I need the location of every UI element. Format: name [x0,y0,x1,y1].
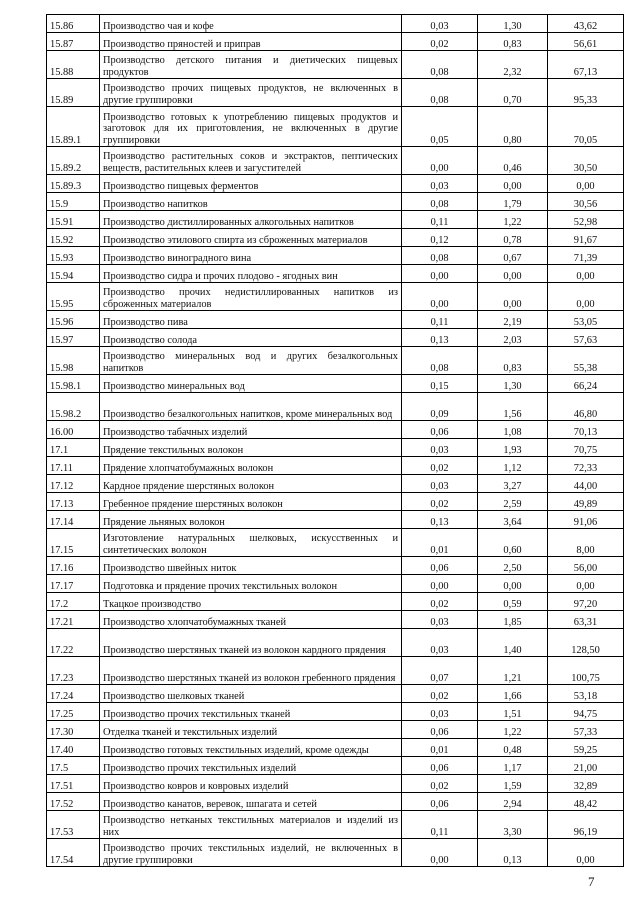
row-value-1: 0,11 [402,211,478,229]
row-code: 15.98 [47,347,100,375]
row-code: 15.86 [47,15,100,33]
row-value-1: 0,02 [402,593,478,611]
row-value-1: 0,00 [402,265,478,283]
table-row [47,475,624,493]
row-code: 15.88 [47,51,100,79]
row-name: Производство шелковых тканей [100,685,402,703]
table-row [47,175,624,193]
row-name: Производство готовых текстильных изделий, кроме одежды [100,739,402,757]
row-name: Подготовка и прядение прочих текстильных волокон [100,575,402,593]
row-code: 15.89.2 [47,147,100,175]
row-name: Производство прочих текстильных тканей [100,703,402,721]
row-code: 15.98.2 [47,393,100,421]
row-value-2: 0,83 [478,33,548,51]
row-name: Производство прочих недистиллированных напитков из сброженных материалов [100,283,402,311]
row-value-1: 0,01 [402,739,478,757]
row-value-1: 0,03 [402,439,478,457]
table-row [47,439,624,457]
row-code: 15.94 [47,265,100,283]
row-name: Прядение текстильных волокон [100,439,402,457]
row-value-3: 70,13 [548,421,624,439]
row-name: Производство прочих пищевых продуктов, не включенных в другие группировки [100,79,402,107]
table-row [47,775,624,793]
table-row [47,811,624,839]
table-row [47,229,624,247]
row-value-3: 8,00 [548,529,624,557]
row-value-3: 0,00 [548,175,624,193]
row-value-3: 53,18 [548,685,624,703]
table-row [47,107,624,147]
row-value-3: 53,05 [548,311,624,329]
row-value-1: 0,00 [402,839,478,867]
row-value-1: 0,15 [402,375,478,393]
table-row [47,247,624,265]
row-value-3: 46,80 [548,393,624,421]
row-name: Производство пива [100,311,402,329]
row-value-3: 49,89 [548,493,624,511]
row-value-2: 1,85 [478,611,548,629]
table-row [47,265,624,283]
row-value-3: 70,05 [548,107,624,147]
row-value-2: 1,51 [478,703,548,721]
row-value-3: 0,00 [548,575,624,593]
row-value-3: 63,31 [548,611,624,629]
row-code: 15.91 [47,211,100,229]
row-value-1: 0,06 [402,721,478,739]
row-value-3: 71,39 [548,247,624,265]
row-value-3: 67,13 [548,51,624,79]
row-code: 17.17 [47,575,100,593]
row-name: Отделка тканей и текстильных изделий [100,721,402,739]
row-name: Производство пищевых ферментов [100,175,402,193]
table-row [47,703,624,721]
row-code: 15.97 [47,329,100,347]
row-value-2: 0,00 [478,175,548,193]
row-code: 17.25 [47,703,100,721]
row-value-2: 1,66 [478,685,548,703]
row-value-3: 91,06 [548,511,624,529]
row-name: Производство шерстяных тканей из волокон кардного прядения [100,629,402,657]
row-value-1: 0,13 [402,511,478,529]
row-value-1: 0,06 [402,757,478,775]
row-value-3: 30,56 [548,193,624,211]
row-value-1: 0,05 [402,107,478,147]
row-value-3: 57,63 [548,329,624,347]
row-name: Производство этилового спирта из сброженных материалов [100,229,402,247]
row-value-2: 0,13 [478,839,548,867]
row-code: 16.00 [47,421,100,439]
data-table [46,14,624,867]
row-value-1: 0,03 [402,475,478,493]
row-value-3: 96,19 [548,811,624,839]
row-code: 15.98.1 [47,375,100,393]
row-value-3: 30,50 [548,147,624,175]
row-value-1: 0,11 [402,811,478,839]
row-name: Производство прочих текстильных изделий, не включенных в другие группировки [100,839,402,867]
table-row [47,657,624,685]
row-code: 17.40 [47,739,100,757]
row-value-2: 3,30 [478,811,548,839]
row-value-3: 72,33 [548,457,624,475]
row-name: Производство солода [100,329,402,347]
row-code: 17.14 [47,511,100,529]
row-code: 17.30 [47,721,100,739]
table-row [47,147,624,175]
row-value-2: 0,78 [478,229,548,247]
row-code: 15.96 [47,311,100,329]
table-row [47,611,624,629]
table-row [47,15,624,33]
table-body [47,15,624,867]
row-value-2: 1,30 [478,15,548,33]
row-name: Производство сидра и прочих плодово - ягодных вин [100,265,402,283]
table-row [47,793,624,811]
row-value-3: 97,20 [548,593,624,611]
row-value-3: 57,33 [548,721,624,739]
row-value-2: 1,59 [478,775,548,793]
row-code: 17.15 [47,529,100,557]
row-value-1: 0,08 [402,193,478,211]
row-value-2: 1,17 [478,757,548,775]
row-code: 17.2 [47,593,100,611]
row-value-3: 0,00 [548,283,624,311]
table-row [47,739,624,757]
table-row [47,511,624,529]
row-code: 15.89 [47,79,100,107]
table-row [47,33,624,51]
table-row [47,347,624,375]
row-name: Производство канатов, веревок, шпагата и сетей [100,793,402,811]
row-value-3: 52,98 [548,211,624,229]
row-value-3: 21,00 [548,757,624,775]
table-row [47,593,624,611]
row-name: Производство шерстяных тканей из волокон гребенного прядения [100,657,402,685]
row-value-1: 0,03 [402,15,478,33]
row-value-1: 0,13 [402,329,478,347]
row-name: Производство чая и кофе [100,15,402,33]
table-row [47,329,624,347]
row-name: Производство пряностей и приправ [100,33,402,51]
row-name: Производство безалкогольных напитков, кроме минеральных вод [100,393,402,421]
row-value-1: 0,02 [402,775,478,793]
row-value-1: 0,06 [402,793,478,811]
row-value-1: 0,07 [402,657,478,685]
row-code: 17.13 [47,493,100,511]
row-value-1: 0,02 [402,457,478,475]
row-code: 15.89.1 [47,107,100,147]
row-value-2: 1,22 [478,721,548,739]
row-value-2: 2,59 [478,493,548,511]
row-value-3: 44,00 [548,475,624,493]
row-value-2: 1,79 [478,193,548,211]
row-name: Ткацкое производство [100,593,402,611]
row-name: Производство ковров и ковровых изделий [100,775,402,793]
row-value-2: 2,19 [478,311,548,329]
row-value-3: 128,50 [548,629,624,657]
row-name: Производство растительных соков и экстрактов, пептических веществ, растительных клеев и загустителей [100,147,402,175]
row-code: 15.95 [47,283,100,311]
row-value-1: 0,03 [402,703,478,721]
row-value-2: 0,00 [478,575,548,593]
row-value-3: 43,62 [548,15,624,33]
row-value-2: 3,27 [478,475,548,493]
row-code: 17.1 [47,439,100,457]
table-row [47,193,624,211]
row-value-2: 1,40 [478,629,548,657]
table-row [47,457,624,475]
row-value-2: 0,70 [478,79,548,107]
row-value-2: 1,21 [478,657,548,685]
row-value-3: 48,42 [548,793,624,811]
row-value-2: 0,59 [478,593,548,611]
row-name: Производство минеральных вод [100,375,402,393]
row-value-2: 0,67 [478,247,548,265]
row-value-1: 0,00 [402,283,478,311]
row-value-2: 1,12 [478,457,548,475]
row-value-2: 3,64 [478,511,548,529]
row-value-1: 0,00 [402,575,478,593]
row-value-1: 0,03 [402,629,478,657]
row-value-2: 0,80 [478,107,548,147]
row-value-2: 0,48 [478,739,548,757]
table-row [47,721,624,739]
row-code: 17.51 [47,775,100,793]
row-value-3: 0,00 [548,839,624,867]
row-code: 17.16 [47,557,100,575]
row-code: 17.52 [47,793,100,811]
row-value-1: 0,03 [402,611,478,629]
row-value-1: 0,06 [402,557,478,575]
row-value-2: 2,50 [478,557,548,575]
table-row [47,421,624,439]
table-row [47,283,624,311]
row-code: 17.22 [47,629,100,657]
row-value-1: 0,08 [402,347,478,375]
row-value-3: 32,89 [548,775,624,793]
row-value-1: 0,02 [402,493,478,511]
row-name: Производство нетканых текстильных материалов и изделий из них [100,811,402,839]
row-value-2: 2,03 [478,329,548,347]
row-value-1: 0,06 [402,421,478,439]
row-value-2: 2,32 [478,51,548,79]
table-row [47,685,624,703]
row-name: Кардное прядение шерстяных волокон [100,475,402,493]
row-code: 15.89.3 [47,175,100,193]
row-value-3: 66,24 [548,375,624,393]
row-value-2: 2,94 [478,793,548,811]
row-name: Производство прочих текстильных изделий [100,757,402,775]
row-name: Производство табачных изделий [100,421,402,439]
row-value-1: 0,09 [402,393,478,421]
table-row [47,211,624,229]
row-code: 15.9 [47,193,100,211]
row-name: Производство виноградного вина [100,247,402,265]
row-name: Производство напитков [100,193,402,211]
row-code: 17.11 [47,457,100,475]
row-name: Производство детского питания и диетических пищевых продуктов [100,51,402,79]
row-code: 17.54 [47,839,100,867]
table-row [47,557,624,575]
row-value-1: 0,02 [402,685,478,703]
row-name: Производство хлопчатобумажных тканей [100,611,402,629]
row-value-1: 0,08 [402,51,478,79]
table-row [47,575,624,593]
row-name: Прядение хлопчатобумажных волокон [100,457,402,475]
row-value-2: 1,08 [478,421,548,439]
row-code: 17.5 [47,757,100,775]
row-value-1: 0,11 [402,311,478,329]
row-code: 15.92 [47,229,100,247]
row-name: Производство дистиллированных алкогольных напитков [100,211,402,229]
row-value-2: 0,00 [478,265,548,283]
row-code: 17.24 [47,685,100,703]
table-row [47,757,624,775]
row-value-3: 70,75 [548,439,624,457]
row-value-3: 56,00 [548,557,624,575]
row-value-1: 0,02 [402,33,478,51]
row-code: 17.23 [47,657,100,685]
row-name: Прядение льняных волокон [100,511,402,529]
row-value-3: 95,33 [548,79,624,107]
row-value-3: 59,25 [548,739,624,757]
row-name: Изготовление натуральных шелковых, искусственных и синтетических волокон [100,529,402,557]
row-value-3: 91,67 [548,229,624,247]
row-code: 17.53 [47,811,100,839]
table-row [47,311,624,329]
row-code: 15.87 [47,33,100,51]
row-value-2: 0,00 [478,283,548,311]
row-value-1: 0,08 [402,247,478,265]
table-row [47,393,624,421]
row-name: Производство минеральных вод и других безалкогольных напитков [100,347,402,375]
row-value-2: 0,46 [478,147,548,175]
table-row [47,629,624,657]
row-value-1: 0,12 [402,229,478,247]
row-value-2: 1,22 [478,211,548,229]
table-row [47,79,624,107]
table-row [47,529,624,557]
row-name: Производство готовых к употреблению пищевых продуктов и заготовок для их приготовления, не включенных в другие группировки [100,107,402,147]
row-value-2: 1,93 [478,439,548,457]
row-value-2: 0,60 [478,529,548,557]
row-value-1: 0,00 [402,147,478,175]
row-code: 17.12 [47,475,100,493]
row-value-3: 55,38 [548,347,624,375]
table-row [47,375,624,393]
table-row [47,51,624,79]
row-value-1: 0,03 [402,175,478,193]
page-number: 7 [588,874,595,889]
table-row [47,493,624,511]
row-name: Гребенное прядение шерстяных волокон [100,493,402,511]
row-name: Производство швейных ниток [100,557,402,575]
row-value-3: 0,00 [548,265,624,283]
row-value-3: 94,75 [548,703,624,721]
row-value-1: 0,01 [402,529,478,557]
row-value-2: 1,30 [478,375,548,393]
row-value-3: 100,75 [548,657,624,685]
row-code: 17.21 [47,611,100,629]
row-value-3: 56,61 [548,33,624,51]
row-value-2: 1,56 [478,393,548,421]
table-row [47,839,624,867]
row-code: 15.93 [47,247,100,265]
row-value-1: 0,08 [402,79,478,107]
row-value-2: 0,83 [478,347,548,375]
